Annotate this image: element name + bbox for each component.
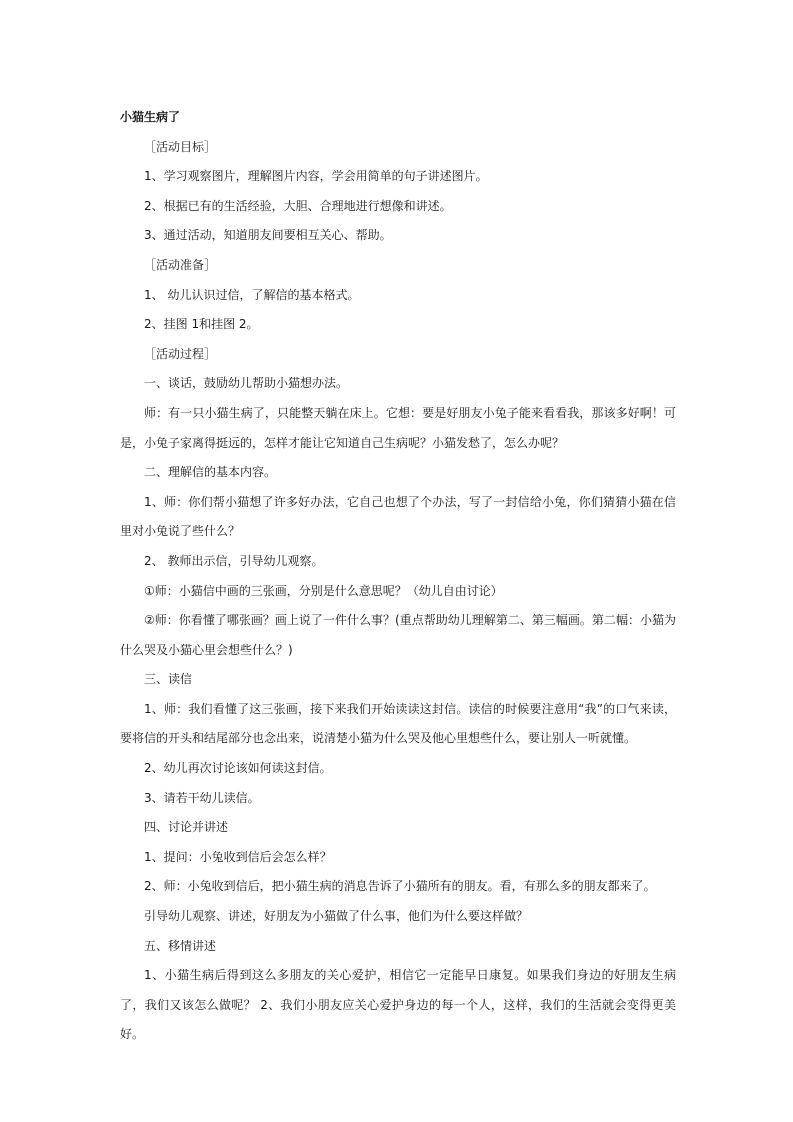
paragraph: 引导幼儿观察、讲述，好朋友为小猫做了什么事，他们为什么要这样做？: [144, 909, 529, 924]
paragraph: 师：有一只小猫生病了，只能整天躺在床上。它想：要是好朋友小兔子能来看看我，那该多好啊！可是，小兔子家离得挺远的，怎样才能让它知道自己生病呢？小猫发愁了，怎么办呢？: [120, 405, 676, 450]
section-heading-preparation: ［活动准备］: [144, 257, 217, 272]
paragraph: 1、师：我们看懂了这三张画，接下来我们开始读读这封信。读信的时候要注意用“我”的口气来读，要将信的开头和结尾部分也念出来，说清楚小猫为什么哭及他心里想些什么，要让别人一听就懂。: [120, 701, 676, 746]
paragraph: 3、通过活动，知道朋友间要相互关心、帮助。: [144, 228, 392, 243]
paragraph: 2、师：小兔收到信后，把小猫生病的消息告诉了小猫所有的朋友。看，有那么多的朋友都来了。: [144, 879, 656, 894]
section-heading-objectives: ［活动目标］: [144, 139, 217, 154]
paragraph: 3、请若干幼儿读信。: [144, 790, 260, 805]
paragraph: 1、 幼儿认识过信，了解信的基本格式。: [144, 287, 360, 302]
document-body: [120, 103, 676, 1050]
paragraph: 1、小猫生病后得到这么多朋友的关心爱护，相信它一定能早日康复。如果我们身边的好朋友生病了，我们又该怎么做呢？ 2、我们小朋友应关心爱护身边的每一个人，这样，我们的生活就会变得更美好。: [120, 968, 676, 1042]
paragraph: 2、幼儿再次讨论该如何读这封信。: [144, 761, 332, 776]
paragraph: 五、移情讲述: [144, 938, 217, 953]
paragraph: 1、学习观察图片，理解图片内容，学会用简单的句子讲述图片。: [144, 169, 488, 184]
paragraph: 2、根据已有的生活经验，大胆、合理地进行想像和讲述。: [144, 198, 452, 213]
paragraph: ①师：小猫信中画的三张画，分别是什么意思呢？（幼儿自由讨论）: [144, 583, 503, 598]
paragraph: 三、读信: [144, 672, 193, 687]
paragraph: 二、理解信的基本内容。: [144, 465, 277, 480]
paragraph: 1、提问：小兔收到信后会怎么样？: [144, 849, 332, 864]
paragraph: 1、师：你们帮小猫想了许多好办法，它自己也想了个办法，写了一封信给小兔，你们猜猜小猫在信里对小兔说了些什么？: [120, 494, 676, 539]
section-heading-process: ［活动过程］: [144, 346, 217, 361]
document-title: 小猫生病了: [120, 110, 181, 124]
paragraph: ②师：你看懂了哪张画？画上说了一件什么事？(重点帮助幼儿理解第二、第三幅画。第二幅：小猫为什么哭及小猫心里会想些什么？): [120, 613, 676, 657]
paragraph: 一、谈话，鼓励幼儿帮助小猫想办法。: [144, 376, 349, 391]
paragraph: 四、讨论并讲述: [144, 820, 229, 835]
paragraph: 2、 教师出示信，引导幼儿观察。: [144, 553, 324, 568]
paragraph: 2、挂图 1和挂图 2。: [144, 317, 259, 332]
